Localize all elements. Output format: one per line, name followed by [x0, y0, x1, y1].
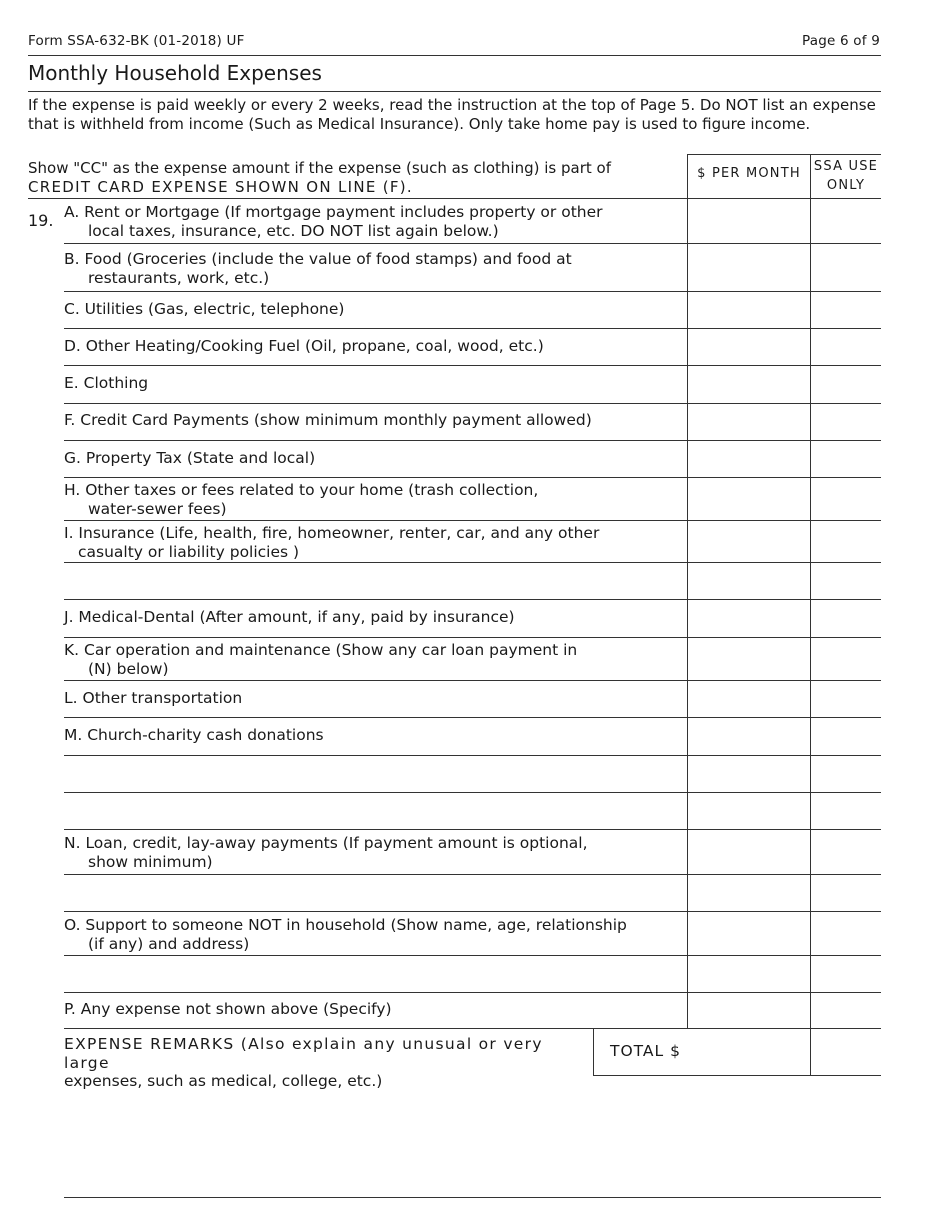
item-b-line2: restaurants, work, etc.): [88, 268, 270, 287]
item-f-label: F. Credit Card Payments (show minimum monthly payment allowed): [64, 411, 592, 429]
item-m-label: M. Church-charity cash donations: [64, 726, 324, 744]
page-title: Monthly Household Expenses: [28, 61, 322, 85]
item-i-extra-amount[interactable]: [688, 563, 809, 599]
column-header-top: [687, 154, 881, 155]
item-n-label: [64, 834, 684, 871]
item-n-line1: N. Loan, credit, lay-away payments (If payment amount is optional,: [64, 834, 588, 852]
item-n-line2: show minimum): [88, 852, 213, 871]
item-i-label: [64, 524, 684, 561]
item-g-label: G. Property Tax (State and local): [64, 449, 316, 467]
per-month-header: $ PER MONTH: [697, 166, 801, 181]
item-b-label: [64, 250, 684, 287]
item-g-amount[interactable]: [688, 441, 809, 477]
item-c-amount[interactable]: [688, 292, 809, 328]
item-l-amount[interactable]: [688, 681, 809, 717]
item-k-label: [64, 641, 684, 678]
ssa-use-header-line2: ONLY: [826, 178, 866, 193]
item-m-extra-amount-1[interactable]: [688, 756, 809, 792]
total-amount[interactable]: [811, 1029, 881, 1075]
item-k-line1: K. Car operation and maintenance (Show any car loan payment in: [64, 641, 578, 659]
expense-remarks-line1: EXPENSE REMARKS (Also explain any unusual or very large: [64, 1035, 543, 1072]
item-o-extra-input[interactable]: [64, 956, 687, 992]
cc-instruction: [28, 159, 683, 196]
expense-remarks-line2: expenses, such as medical, college, etc.): [64, 1072, 383, 1090]
item-j-label: J. Medical-Dental (After amount, if any, paid by insurance): [64, 608, 515, 626]
item-l-label: L. Other transportation: [64, 689, 243, 707]
ssa-use-header-line1: SSA USE: [813, 159, 879, 174]
item-a-amount[interactable]: [688, 199, 809, 243]
item-i-extra-input[interactable]: [64, 563, 687, 599]
item-o-line2: (if any) and address): [88, 934, 250, 953]
item-o-label: [64, 916, 684, 953]
item-p-label: P. Any expense not shown above (Specify): [64, 1000, 392, 1018]
item-a-line2: local taxes, insurance, etc. DO NOT list again below.): [88, 221, 499, 240]
item-i-amount[interactable]: [688, 521, 809, 562]
item-h-line2: water-sewer fees): [88, 499, 227, 518]
item-k-amount[interactable]: [688, 638, 809, 680]
item-h-amount[interactable]: [688, 478, 809, 520]
title-divider: [28, 91, 881, 92]
item-h-label: [64, 481, 684, 518]
total-label: TOTAL $: [610, 1042, 681, 1060]
item-m-amount[interactable]: [688, 718, 809, 755]
item-b-line1: B. Food (Groceries (include the value of food stamps) and food at: [64, 250, 572, 268]
item-e-amount[interactable]: [688, 366, 809, 403]
item-number: 19.: [28, 211, 54, 230]
item-a-line1: A. Rent or Mortgage (If mortgage payment includes property or other: [64, 203, 603, 221]
item-n-amount[interactable]: [688, 830, 809, 874]
total-box-rule: [593, 1028, 594, 1076]
item-o-amount[interactable]: [688, 912, 809, 955]
item-n-extra-input[interactable]: [64, 875, 687, 911]
item-i-line1: I. Insurance (Life, health, fire, homeowner, renter, car, and any other: [64, 524, 600, 542]
cc-instruction-line2: CREDIT CARD EXPENSE SHOWN ON LINE (F).: [28, 177, 413, 196]
expense-remarks-input[interactable]: [64, 1080, 881, 1195]
ssa-use-header: [811, 157, 881, 195]
item-d-label: D. Other Heating/Cooking Fuel (Oil, propane, coal, wood, etc.): [64, 337, 544, 355]
item-o-extra-amount[interactable]: [688, 956, 809, 992]
item-k-line2: (N) below): [88, 659, 169, 678]
item-e-label: E. Clothing: [64, 374, 149, 392]
intro-text: If the expense is paid weekly or every 2 weeks, read the instruction at the top of Page 5. Do NOT list an expense that is withheld from income (Such as Medical Insurance). Only take home pay is used to figure income.: [28, 96, 876, 133]
item-p-amount[interactable]: [688, 993, 809, 1028]
header-divider: [28, 55, 881, 56]
total-box-bottom: [593, 1075, 881, 1076]
item-m-extra-amount-2[interactable]: [688, 793, 809, 829]
remarks-bottom-line: [64, 1197, 881, 1198]
item-j-amount[interactable]: [688, 600, 809, 637]
row-line: [64, 1028, 881, 1029]
item-c-label: C. Utilities (Gas, electric, telephone): [64, 300, 345, 318]
cc-instruction-line1: Show "CC" as the expense amount if the expense (such as clothing) is part of: [28, 159, 611, 177]
item-i-line2: casualty or liability policies ): [78, 542, 300, 561]
item-a-label: [64, 203, 684, 240]
page-number: Page 6 of 9: [802, 33, 880, 49]
item-d-amount[interactable]: [688, 329, 809, 365]
item-o-line1: O. Support to someone NOT in household (Show name, age, relationship: [64, 916, 627, 934]
item-n-extra-amount[interactable]: [688, 875, 809, 911]
item-b-amount[interactable]: [688, 244, 809, 291]
ssa-column-rule: [810, 154, 811, 1076]
form-id: Form SSA-632-BK (01-2018) UF: [28, 33, 245, 49]
item-f-amount[interactable]: [688, 404, 809, 440]
item-m-extra-input-1[interactable]: [64, 756, 687, 792]
item-m-extra-input-2[interactable]: [64, 793, 687, 829]
item-h-line1: H. Other taxes or fees related to your home (trash collection,: [64, 481, 539, 499]
